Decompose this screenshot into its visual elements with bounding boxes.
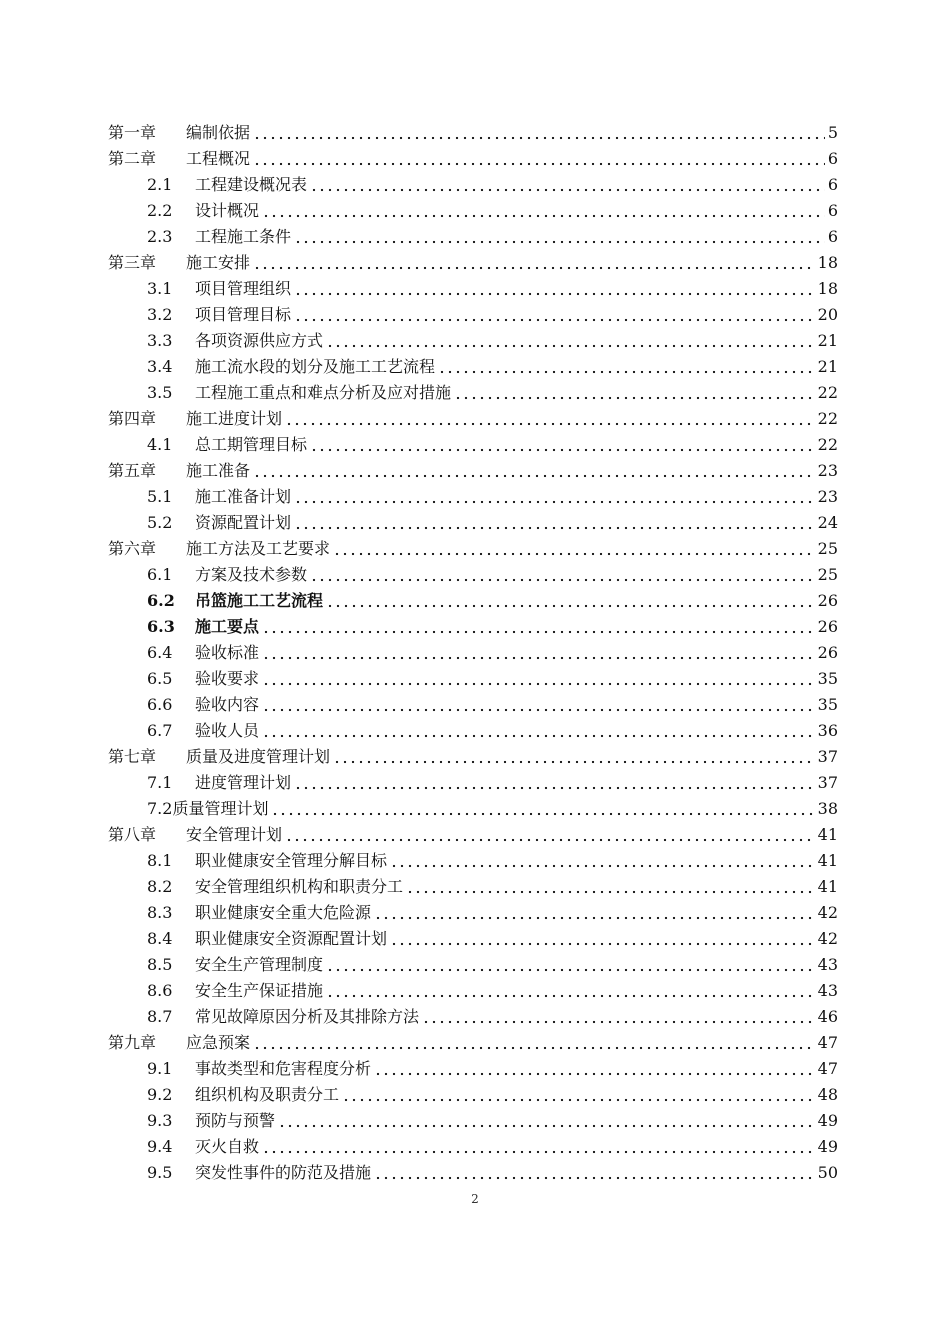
toc-entry-number: 第六章	[108, 539, 157, 558]
toc-entry-page: 35	[817, 669, 838, 688]
toc-section-entry[interactable]	[147, 276, 838, 302]
toc-section-entry[interactable]	[147, 588, 838, 614]
toc-section-entry[interactable]	[147, 770, 838, 796]
toc-section-entry[interactable]	[147, 796, 838, 822]
toc-dot-leader	[253, 1036, 815, 1050]
toc-section-entry[interactable]	[147, 952, 838, 978]
toc-entry-page: 48	[817, 1085, 838, 1104]
toc-entry-page: 46	[817, 1007, 838, 1026]
toc-dot-leader	[326, 334, 815, 348]
toc-dot-leader	[326, 984, 815, 998]
toc-entry-number: 第五章	[108, 461, 157, 480]
toc-entry-page: 50	[817, 1163, 838, 1182]
toc-entry-page: 41	[817, 851, 838, 870]
toc-entry-page: 6	[827, 175, 838, 194]
toc-entry-page: 43	[817, 955, 838, 974]
toc-dot-leader	[285, 828, 815, 842]
toc-dot-leader	[310, 178, 825, 192]
toc-entry-title: 工程施工重点和难点分析及应对措施	[195, 383, 452, 402]
toc-section-entry[interactable]	[147, 380, 838, 406]
toc-entry-number: 8.3	[147, 903, 173, 922]
toc-section-entry[interactable]	[147, 692, 838, 718]
page-number: 2	[471, 1192, 479, 1206]
toc-entry-page: 36	[817, 721, 838, 740]
toc-entry-title: 突发性事件的防范及措施	[195, 1163, 372, 1182]
toc-entry-title: 事故类型和危害程度分析	[195, 1059, 372, 1078]
toc-entry-page: 41	[817, 877, 838, 896]
toc-entry-title: 验收内容	[195, 695, 260, 714]
toc-entry-number: 3.4	[147, 357, 173, 376]
toc-dot-leader	[262, 724, 815, 738]
toc-entry-title: 工程建设概况表	[195, 175, 308, 194]
toc-entry-number: 3.5	[147, 383, 173, 402]
toc-entry-title: 施工准备	[186, 461, 251, 480]
toc-dot-leader	[390, 932, 815, 946]
toc-entry-title: 验收标准	[195, 643, 260, 662]
toc-entry-page: 22	[817, 383, 838, 402]
toc-dot-leader	[310, 438, 815, 452]
toc-entry-title: 质量及进度管理计划	[186, 747, 331, 766]
toc-entry-page: 25	[817, 539, 838, 558]
toc-dot-leader	[326, 594, 815, 608]
toc-section-entry[interactable]	[147, 640, 838, 666]
toc-entry-number: 9.2	[147, 1085, 173, 1104]
toc-chapter-entry[interactable]	[108, 406, 838, 432]
toc-dot-leader	[294, 776, 815, 790]
toc-entry-number: 3.2	[147, 305, 173, 324]
toc-dot-leader	[374, 1166, 815, 1180]
toc-entry-page: 22	[817, 409, 838, 428]
toc-entry-number: 第二章	[108, 149, 157, 168]
toc-entry-number: 6.6	[147, 695, 173, 714]
toc-dot-leader	[285, 412, 815, 426]
toc-entry-number: 第一章	[108, 123, 157, 142]
toc-entry-title: 验收要求	[195, 669, 260, 688]
toc-dot-leader	[294, 308, 815, 322]
toc-chapter-entry[interactable]	[108, 250, 838, 276]
toc-entry-page: 49	[817, 1111, 838, 1130]
toc-dot-leader	[278, 1114, 815, 1128]
toc-entry-number: 5.1	[147, 487, 173, 506]
toc-section-entry[interactable]	[147, 978, 838, 1004]
toc-entry-page: 42	[817, 929, 838, 948]
toc-entry-page: 5	[827, 123, 838, 142]
toc-entry-title: 预防与预警	[195, 1111, 276, 1130]
toc-entry-title: 施工安排	[186, 253, 251, 272]
toc-entry-page: 37	[817, 773, 838, 792]
toc-entry-number: 8.5	[147, 955, 173, 974]
toc-entry-title: 施工进度计划	[186, 409, 283, 428]
toc-entry-page: 21	[817, 357, 838, 376]
toc-entry-page: 18	[817, 279, 838, 298]
toc-dot-leader	[294, 282, 815, 296]
toc-entry-number: 9.3	[147, 1111, 173, 1130]
toc-entry-number: 3.3	[147, 331, 173, 350]
toc-entry-page: 37	[817, 747, 838, 766]
toc-entry-title: 安全生产管理制度	[195, 955, 324, 974]
toc-entry-number: 9.1	[147, 1059, 173, 1078]
toc-section-entry[interactable]	[147, 874, 838, 900]
toc-chapter-entry[interactable]	[108, 744, 838, 770]
toc-entry-number: 4.1	[147, 435, 173, 454]
toc-entry-page: 24	[817, 513, 838, 532]
toc-entry-number: 8.4	[147, 929, 173, 948]
toc-section-entry[interactable]	[147, 1134, 838, 1160]
toc-entry-title: 进度管理计划	[195, 773, 292, 792]
toc-entry-number: 第七章	[108, 747, 157, 766]
toc-dot-leader	[294, 490, 815, 504]
toc-entry-title: 安全管理组织机构和职责分工	[195, 877, 404, 896]
toc-entry-page: 18	[817, 253, 838, 272]
toc-entry-page: 47	[817, 1059, 838, 1078]
toc-entry-title: 各项资源供应方式	[195, 331, 324, 350]
toc-entry-title: 工程施工条件	[195, 227, 292, 246]
toc-dot-leader	[262, 620, 815, 634]
toc-entry-page: 38	[817, 799, 838, 818]
toc-entry-title: 方案及技术参数	[195, 565, 308, 584]
toc-entry-number: 6.5	[147, 669, 173, 688]
toc-section-entry[interactable]	[147, 354, 838, 380]
toc-dot-leader	[262, 646, 815, 660]
toc-entry-number: 第八章	[108, 825, 157, 844]
toc-entry-number: 6.2	[147, 591, 175, 610]
toc-entry-page: 6	[827, 149, 838, 168]
toc-entry-number: 8.1	[147, 851, 173, 870]
toc-entry-number: 3.1	[147, 279, 173, 298]
toc-entry-title: 编制依据	[186, 123, 251, 142]
toc-entry-page: 43	[817, 981, 838, 1000]
toc-dot-leader	[262, 698, 815, 712]
toc-dot-leader	[326, 958, 815, 972]
toc-dot-leader	[333, 750, 815, 764]
toc-dot-leader	[374, 906, 815, 920]
toc-dot-leader	[253, 126, 825, 140]
toc-section-entry[interactable]	[147, 1004, 838, 1030]
toc-dot-leader	[253, 256, 815, 270]
toc-section-entry[interactable]	[147, 328, 838, 354]
toc-entry-number: 7.2	[147, 799, 173, 818]
toc-chapter-entry[interactable]	[108, 822, 838, 848]
toc-dot-leader	[310, 568, 815, 582]
toc-dot-leader	[262, 1140, 815, 1154]
toc-entry-title: 常见故障原因分析及其排除方法	[195, 1007, 420, 1026]
toc-dot-leader	[294, 230, 825, 244]
toc-entry-title: 灭火自救	[195, 1137, 260, 1156]
toc-entry-page: 23	[817, 461, 838, 480]
toc-entry-page: 26	[817, 591, 838, 610]
toc-entry-title: 职业健康安全资源配置计划	[195, 929, 388, 948]
toc-dot-leader	[422, 1010, 815, 1024]
toc-entry-page: 22	[817, 435, 838, 454]
toc-dot-leader	[294, 516, 815, 530]
toc-entry-page: 35	[817, 695, 838, 714]
toc-section-entry[interactable]	[147, 198, 838, 224]
toc-chapter-entry[interactable]	[108, 536, 838, 562]
toc-entry-page: 20	[817, 305, 838, 324]
toc-entry-page: 21	[817, 331, 838, 350]
toc-entry-number: 2.1	[147, 175, 173, 194]
toc-entry-page: 26	[817, 643, 838, 662]
toc-dot-leader	[454, 386, 815, 400]
toc-entry-page: 6	[827, 227, 838, 246]
toc-entry-title: 设计概况	[195, 201, 260, 220]
toc-entry-title: 应急预案	[186, 1033, 251, 1052]
toc-entry-title: 验收人员	[195, 721, 260, 740]
toc-entry-number: 5.2	[147, 513, 173, 532]
toc-entry-page: 41	[817, 825, 838, 844]
toc-entry-page: 26	[817, 617, 838, 636]
toc-dot-leader	[406, 880, 815, 894]
toc-section-entry[interactable]	[147, 562, 838, 588]
toc-section-entry[interactable]	[147, 1160, 838, 1186]
toc-dot-leader	[390, 854, 815, 868]
toc-entry-number: 第九章	[108, 1033, 157, 1052]
toc-entry-number: 2.2	[147, 201, 173, 220]
toc-entry-title: 质量管理计划	[172, 799, 269, 818]
toc-section-entry[interactable]	[147, 484, 838, 510]
toc-entry-page: 6	[827, 201, 838, 220]
toc-chapter-entry[interactable]	[108, 458, 838, 484]
toc-entry-title: 施工方法及工艺要求	[186, 539, 331, 558]
toc-entry-page: 42	[817, 903, 838, 922]
toc-entry-number: 6.7	[147, 721, 173, 740]
toc-entry-title: 项目管理组织	[195, 279, 292, 298]
toc-dot-leader	[253, 152, 825, 166]
toc-dot-leader	[374, 1062, 815, 1076]
toc-dot-leader	[262, 672, 815, 686]
toc-section-entry[interactable]	[147, 432, 838, 458]
toc-entry-number: 第三章	[108, 253, 157, 272]
toc-section-entry[interactable]	[147, 302, 838, 328]
toc-entry-number: 9.5	[147, 1163, 173, 1182]
toc-section-entry[interactable]	[147, 510, 838, 536]
toc-dot-leader	[333, 542, 815, 556]
toc-section-entry[interactable]	[147, 666, 838, 692]
toc-entry-title: 安全管理计划	[186, 825, 283, 844]
toc-section-entry[interactable]	[147, 172, 838, 198]
toc-entry-title: 施工准备计划	[195, 487, 292, 506]
toc-entry-title: 总工期管理目标	[195, 435, 308, 454]
toc-dot-leader	[342, 1088, 815, 1102]
toc-entry-title: 组织机构及职责分工	[195, 1085, 340, 1104]
toc-chapter-entry[interactable]	[108, 146, 838, 172]
toc-entry-page: 25	[817, 565, 838, 584]
toc-section-entry[interactable]	[147, 848, 838, 874]
toc-dot-leader	[271, 802, 814, 816]
toc-entry-title: 施工要点	[195, 617, 260, 636]
toc-entry-number: 9.4	[147, 1137, 173, 1156]
toc-entry-title: 施工流水段的划分及施工工艺流程	[195, 357, 436, 376]
toc-chapter-entry[interactable]	[108, 1030, 838, 1056]
toc-entry-number: 8.6	[147, 981, 173, 1000]
toc-entry-title: 职业健康安全重大危险源	[195, 903, 372, 922]
toc-entry-number: 第四章	[108, 409, 157, 428]
toc-dot-leader	[438, 360, 815, 374]
toc-section-entry[interactable]	[147, 926, 838, 952]
toc-section-entry[interactable]	[147, 1056, 838, 1082]
toc-dot-leader	[262, 204, 825, 218]
toc-section-entry[interactable]	[147, 718, 838, 744]
toc-entry-number: 2.3	[147, 227, 173, 246]
toc-section-entry[interactable]	[147, 900, 838, 926]
toc-section-entry[interactable]	[147, 224, 838, 250]
toc-section-entry[interactable]	[147, 1108, 838, 1134]
toc-entry-title: 工程概况	[186, 149, 251, 168]
toc-entry-number: 8.7	[147, 1007, 173, 1026]
toc-entry-number: 6.4	[147, 643, 173, 662]
toc-entry-page: 23	[817, 487, 838, 506]
toc-entry-title: 项目管理目标	[195, 305, 292, 324]
toc-section-entry[interactable]	[147, 614, 838, 640]
toc-entry-number: 6.3	[147, 617, 175, 636]
toc-section-entry[interactable]	[147, 1082, 838, 1108]
toc-entry-title: 资源配置计划	[195, 513, 292, 532]
toc-entry-page: 47	[817, 1033, 838, 1052]
toc-entry-page: 49	[817, 1137, 838, 1156]
toc-dot-leader	[253, 464, 815, 478]
toc-entry-number: 7.1	[147, 773, 173, 792]
toc-entry-number: 8.2	[147, 877, 173, 896]
toc-entry-title: 职业健康安全管理分解目标	[195, 851, 388, 870]
toc-entry-title: 安全生产保证措施	[195, 981, 324, 1000]
toc-chapter-entry[interactable]	[108, 120, 838, 146]
toc-entry-number: 6.1	[147, 565, 173, 584]
toc-entry-title: 吊篮施工工艺流程	[195, 591, 324, 610]
